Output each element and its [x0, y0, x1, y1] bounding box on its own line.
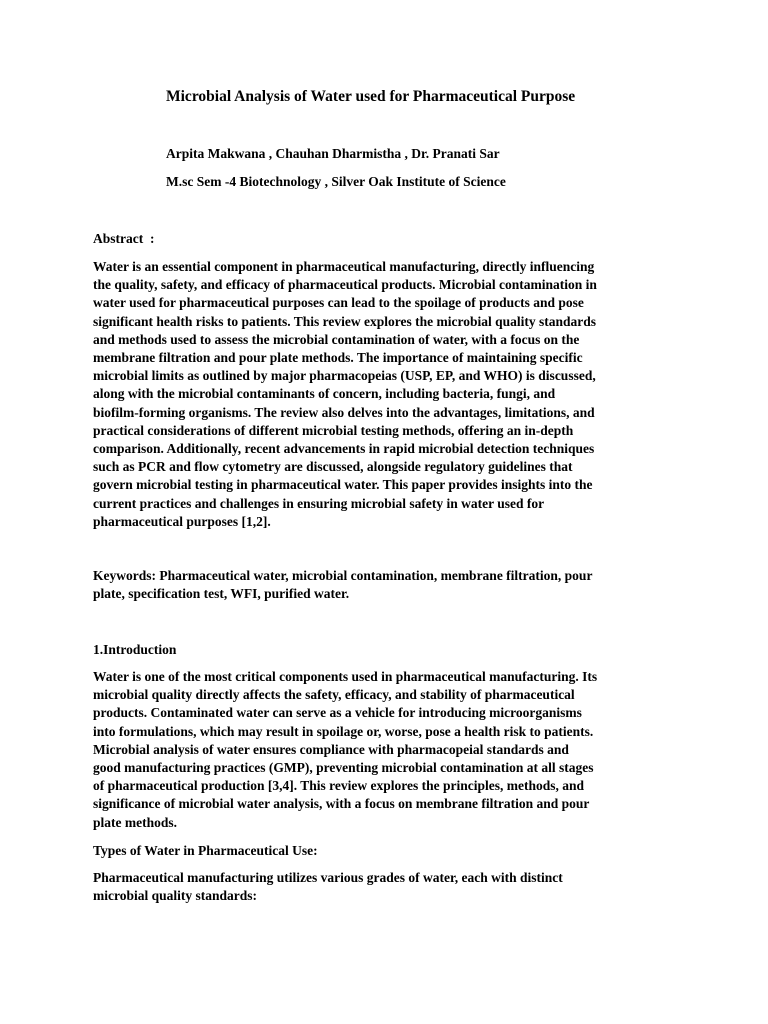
abstract-heading: Abstract :	[93, 231, 155, 246]
abstract-line: membrane filtration and pour plate methods. The importance of maintaining specific	[93, 350, 583, 366]
introduction-line: significance of microbial water analysis, with a focus on membrane filtration and pour	[93, 796, 590, 812]
abstract-line: microbial limits as outlined by major pharmacopeias (USP, EP, and WHO) is discussed,	[93, 368, 596, 384]
introduction-line: plate methods.	[93, 814, 177, 830]
abstract-line: comparison. Additionally, recent advancements in rapid microbial detection techniques	[93, 441, 595, 457]
abstract-line: such as PCR and flow cytometry are discussed, alongside regulatory guidelines that	[93, 459, 573, 475]
introduction-line: microbial quality directly affects the safety, efficacy, and stability of pharmaceutical	[93, 687, 575, 703]
abstract-line: govern microbial testing in pharmaceutical water. This paper provides insights into the	[93, 477, 593, 493]
abstract-line: along with the microbial contaminants of concern, including bacteria, fungi, and	[93, 386, 556, 402]
abstract-line: Water is an essential component in pharmaceutical manufacturing, directly influencing	[93, 259, 595, 274]
abstract-line: significant health risks to patients. This review explores the microbial quality standards	[93, 313, 597, 329]
abstract-paragraph	[93, 258, 693, 531]
abstract-line: and methods used to assess the microbial contamination of water, with a focus on the	[93, 331, 580, 347]
abstract-line: current practices and challenges in ensuring microbial safety in water used for	[93, 495, 545, 511]
keywords-line: Keywords: Pharmaceutical water, microbial contamination, membrane filtration, pour	[93, 568, 593, 583]
abstract-line: practical considerations of different microbial testing methods, offering an in-depth	[93, 422, 574, 438]
section-heading-water-types: Types of Water in Pharmaceutical Use:	[93, 843, 318, 858]
introduction-line: Microbial analysis of water ensures compliance with pharmacopeial standards and	[93, 741, 569, 757]
author-affiliation: M.sc Sem -4 Biotechnology , Silver Oak Institute of Science	[166, 174, 506, 189]
introduction-line: of pharmaceutical production [3,4]. This review explores the principles, methods, and	[93, 778, 585, 794]
abstract-line: water used for pharmaceutical purposes can lead to the spoilage of products and pose	[93, 295, 584, 311]
introduction-line: into formulations, which may result in spoilage or, worse, pose a health risk to patients.	[93, 723, 594, 739]
abstract-line: biofilm-forming organisms. The review also delves into the advantages, limitations, and	[93, 404, 595, 420]
section-heading-introduction: 1.Introduction	[93, 642, 177, 657]
water-types-paragraph	[93, 869, 693, 905]
introduction-line: products. Contaminated water can serve as a vehicle for introducing microorganisms	[93, 705, 582, 721]
introduction-line: good manufacturing practices (GMP), preventing microbial contamination at all stages	[93, 760, 594, 776]
abstract-line: pharmaceutical purposes [1,2].	[93, 513, 271, 529]
introduction-line: Water is one of the most critical components used in pharmaceutical manufacturing. Its	[93, 669, 598, 684]
keywords-line: plate, specification test, WFI, purified water.	[93, 586, 350, 602]
keywords-paragraph	[93, 567, 693, 603]
water-types-line: microbial quality standards:	[93, 888, 258, 904]
abstract-line: the quality, safety, and efficacy of pharmaceutical products. Microbial contamination in	[93, 277, 597, 293]
paper-title: Microbial Analysis of Water used for Pharmaceutical Purpose	[166, 88, 576, 105]
water-types-line: Pharmaceutical manufacturing utilizes various grades of water, each with distinct	[93, 870, 563, 885]
author-list: Arpita Makwana , Chauhan Dharmistha , Dr. Pranati Sar	[166, 146, 500, 161]
introduction-paragraph	[93, 668, 693, 832]
